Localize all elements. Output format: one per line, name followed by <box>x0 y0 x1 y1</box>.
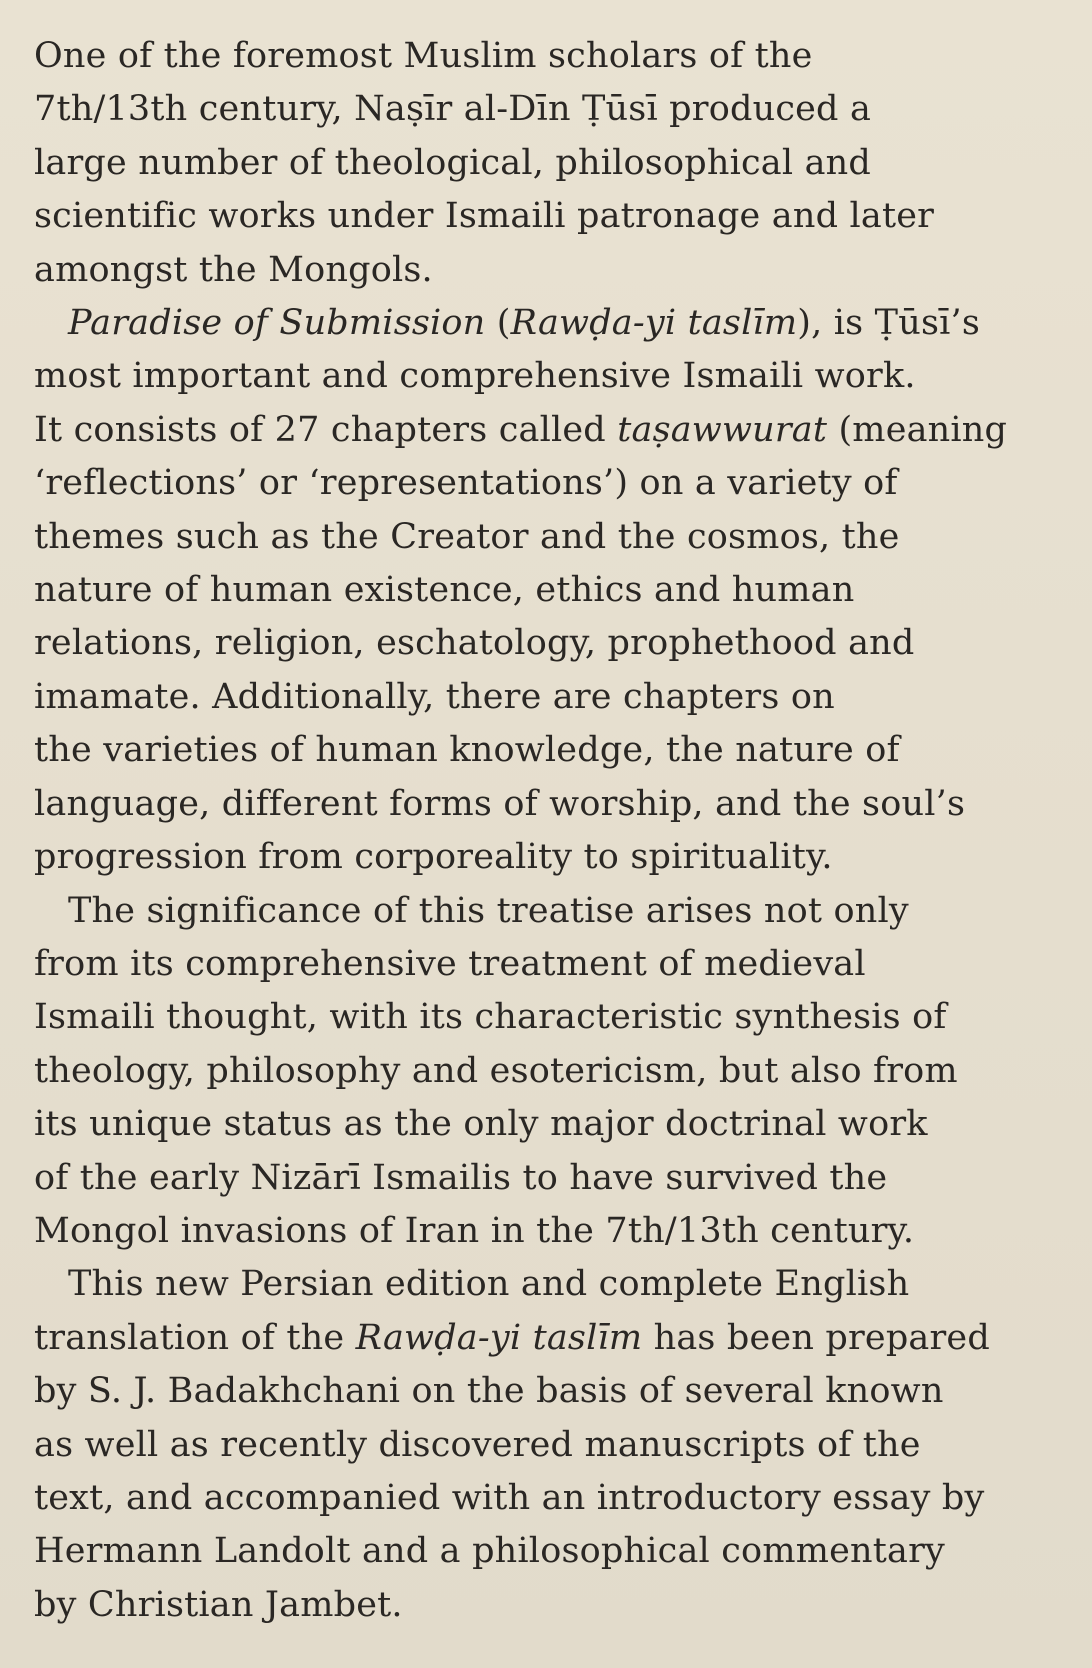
persian-title-italic: Rawḍa-yi taslīm <box>355 1317 643 1358</box>
paragraph-4 <box>34 1258 1052 1632</box>
text-line: amongst the Mongols. <box>34 249 433 290</box>
text-line: scientific works under Ismaili patronage and later <box>34 196 935 237</box>
text-line <box>34 297 1052 350</box>
text-line: by S. J. Badakhchani on the basis of several known <box>34 1371 944 1412</box>
text-run: has been prepared <box>642 1317 990 1358</box>
text-line: its unique status as the only major doctrinal work <box>34 1104 928 1145</box>
paragraph-3 <box>34 885 1052 1259</box>
text-line: nature of human existence, ethics and human <box>34 570 855 611</box>
text-run: (meaning <box>827 409 1008 450</box>
text-line: ‘reflections’ or ‘representations’) on a variety of <box>34 463 898 504</box>
text-line: by Christian Jambet. <box>34 1584 403 1625</box>
text-line <box>34 404 1052 457</box>
text-line: as well as recently discovered manuscripts of the <box>34 1424 921 1465</box>
text-line: The significance of this treatise arises not only <box>68 890 909 931</box>
text-line: themes such as the Creator and the cosmos, the <box>34 516 900 557</box>
text-line: relations, religion, eschatology, prophethood and <box>34 623 915 664</box>
text-line: most important and comprehensive Ismaili work. <box>34 356 916 397</box>
text-line: text, and accompanied with an introductory essay by <box>34 1477 985 1518</box>
text-run: ( <box>485 303 511 344</box>
text-line: imamate. Additionally, there are chapters on <box>34 676 835 717</box>
text-line: the varieties of human knowledge, the nature of <box>34 730 900 771</box>
paragraph-2 <box>34 297 1052 884</box>
term-italic: taṣawwurat <box>617 409 828 450</box>
text-line <box>34 1312 1052 1365</box>
text-line: One of the foremost Muslim scholars of the <box>34 36 813 76</box>
text-line: theology, philosophy and esotericism, but also from <box>34 1050 958 1091</box>
text-run: translation of the <box>34 1317 356 1358</box>
text-line: Ismaili thought, with its characteristic synthesis of <box>34 997 947 1038</box>
text-line: 7th/13th century, Naṣīr al-Dīn Ṭūsī produced a <box>34 89 872 130</box>
persian-title-italic: Rawḍa-yi taslīm <box>510 303 798 344</box>
paragraph-1 <box>34 30 1052 297</box>
text-line: This new Persian edition and complete English <box>68 1264 910 1305</box>
text-run: It consists of 27 chapters called <box>34 409 618 450</box>
text-line: Mongol invasions of Iran in the 7th/13th century. <box>34 1210 915 1251</box>
text-line: progression from corporeality to spirituality. <box>34 837 833 878</box>
text-run: ), is Ṭūsī’s <box>797 303 980 344</box>
text-line: language, different forms of worship, and the soul’s <box>34 783 966 824</box>
text-line: of the early Nizārī Ismailis to have survived the <box>34 1157 888 1198</box>
book-title-italic: Paradise of Submission <box>68 303 486 344</box>
text-line: Hermann Landolt and a philosophical commentary <box>34 1531 945 1572</box>
text-line: large number of theological, philosophical and <box>34 142 871 183</box>
text-line: from its comprehensive treatment of medieval <box>34 943 866 984</box>
